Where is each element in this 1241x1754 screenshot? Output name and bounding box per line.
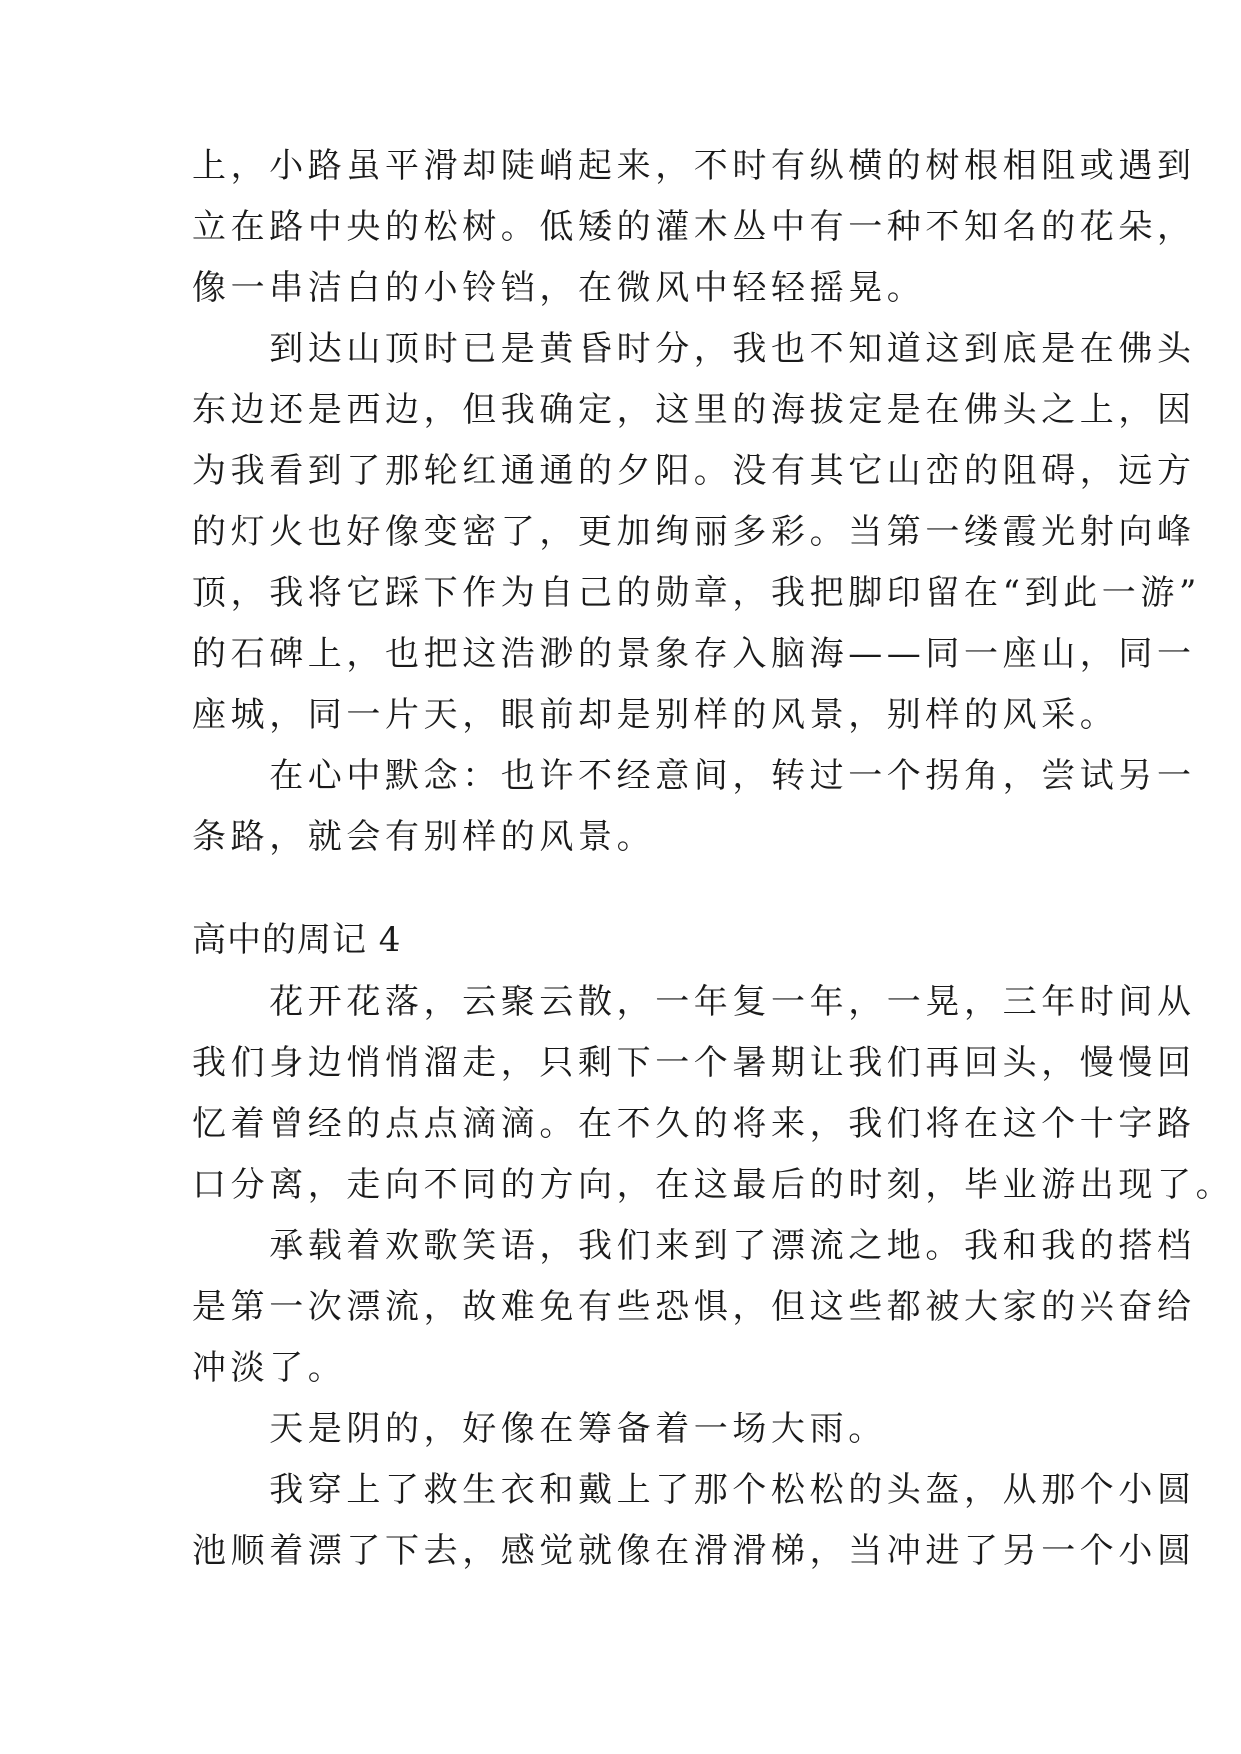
body-text-part-1 — [192, 136, 1201, 868]
section-heading-block — [192, 910, 1052, 971]
body-text-part-2 — [192, 972, 1235, 1582]
text-line: 是第一次漂流，故难免有些恐惧，但这些都被大家的兴奋给 — [192, 1287, 1196, 1327]
text-line: 我穿上了救生衣和戴上了那个松松的头盔，从那个小圆 — [192, 1470, 1196, 1510]
text-line: 座城，同一片天，眼前却是别样的风景，别样的风采。 — [192, 695, 1119, 735]
text-line: 我们身边悄悄溜走，只剩下一个暑期让我们再回头，慢慢回 — [192, 1043, 1196, 1083]
text-line: 在心中默念：也许不经意间，转过一个拐角，尝试另一 — [192, 756, 1196, 796]
text-line: 像一串洁白的小铃铛，在微风中轻轻摇晃。 — [192, 268, 926, 308]
text-line: 花开花落，云聚云散，一年复一年，一晃，三年时间从 — [192, 982, 1196, 1022]
text-line: 东边还是西边，但我确定，这里的海拔定是在佛头之上，因 — [192, 390, 1196, 430]
text-line: 立在路中央的松树。低矮的灌木丛中有一种不知名的花朵， — [192, 207, 1196, 247]
text-line: 顶，我将它踩下作为自己的勋章，我把脚印留在“到此一游” — [192, 573, 1201, 613]
text-line: 条路，就会有别样的风景。 — [192, 817, 656, 857]
text-line: 上，小路虽平滑却陡峭起来，不时有纵横的树根相阻或遇到 — [192, 146, 1196, 186]
text-line: 到达山顶时已是黄昏时分，我也不知道这到底是在佛头 — [192, 329, 1196, 369]
text-line: 为我看到了那轮红通通的夕阳。没有其它山峦的阻碍，远方 — [192, 451, 1196, 491]
text-line: 忆着曾经的点点滴滴。在不久的将来，我们将在这个十字路 — [192, 1104, 1196, 1144]
text-line: 的灯火也好像变密了，更加绚丽多彩。当第一缕霞光射向峰 — [192, 512, 1196, 552]
text-line: 的石碑上，也把这浩渺的景象存入脑海——同一座山，同一 — [192, 634, 1196, 674]
text-line: 承载着欢歌笑语，我们来到了漂流之地。我和我的搭档 — [192, 1226, 1196, 1266]
section-heading: 高中的周记 4 — [192, 920, 402, 960]
text-line: 池顺着漂了下去，感觉就像在滑滑梯，当冲进了另一个小圆 — [192, 1531, 1196, 1571]
text-line: 冲淡了。 — [192, 1348, 347, 1388]
text-line: 口分离，走向不同的方向，在这最后的时刻，毕业游出现了。 — [192, 1165, 1235, 1205]
text-line: 天是阴的，好像在筹备着一场大雨。 — [192, 1409, 887, 1449]
